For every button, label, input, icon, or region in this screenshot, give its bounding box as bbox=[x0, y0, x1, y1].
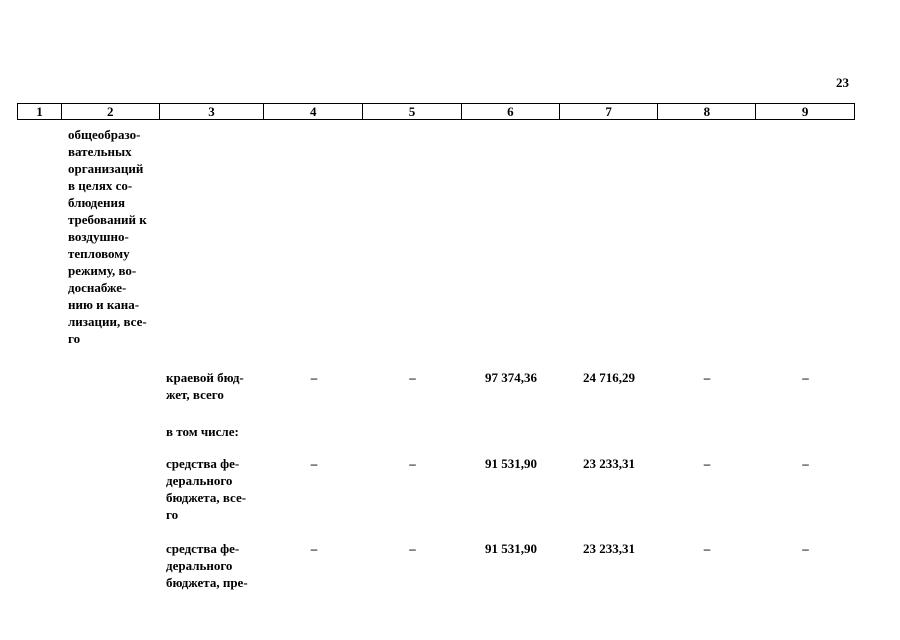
row-label-line: дерального bbox=[166, 558, 233, 573]
row-label-line: краевой бюд- bbox=[166, 370, 244, 385]
header-col-6: 6 bbox=[462, 104, 560, 119]
cell-r4-c5: – bbox=[409, 541, 416, 556]
cell-r4-c9: – bbox=[802, 541, 809, 556]
org-description-line: лизации, все- bbox=[68, 314, 147, 329]
row-label-including bbox=[166, 423, 262, 440]
org-description-line: организаций bbox=[68, 161, 144, 176]
row-label-line: средства фе- bbox=[166, 541, 240, 556]
cell-r4-c6: 91 531,90 bbox=[485, 541, 537, 556]
org-description-line: общеобразо- bbox=[68, 127, 141, 142]
cell-r1-c4: – bbox=[310, 370, 318, 385]
cell-r1-c7: 24 716,29 bbox=[583, 370, 635, 385]
cell-r1-c6: 97 374,36 bbox=[485, 370, 537, 385]
header-col-9: 9 bbox=[801, 104, 809, 119]
cell-r3-c6: 91 531,90 bbox=[485, 456, 537, 471]
org-description bbox=[68, 126, 158, 347]
org-description-line: го bbox=[68, 331, 81, 346]
cell-r4-c4: – bbox=[310, 541, 318, 556]
row-label-federal-funds-provided bbox=[166, 540, 262, 591]
header-col-3: 3 bbox=[160, 104, 265, 119]
header-col-1: 1 bbox=[18, 104, 62, 119]
org-description-line: блюдения bbox=[68, 195, 126, 210]
header-col-8: 8 bbox=[658, 104, 756, 119]
row-label-line: бюджета, пре- bbox=[166, 575, 248, 590]
header-col-7: 7 bbox=[560, 104, 659, 119]
row-label-line: бюджета, все- bbox=[166, 490, 247, 505]
cell-r3-c7: 23 233,31 bbox=[583, 456, 635, 471]
table-header-row bbox=[17, 103, 855, 120]
header-col-4: 4 bbox=[264, 104, 363, 119]
header-col-5: 5 bbox=[363, 104, 462, 119]
row-label-regional-budget bbox=[166, 369, 262, 403]
org-description-line: нию и кана- bbox=[68, 297, 140, 312]
row-label-line: го bbox=[166, 507, 179, 522]
cell-r3-c9: – bbox=[802, 456, 809, 471]
cell-r3-c8: – bbox=[703, 456, 711, 471]
cell-r1-c8: – bbox=[703, 370, 711, 385]
row-label-line: средства фе- bbox=[166, 456, 240, 471]
row-label-line: дерального bbox=[166, 473, 233, 488]
org-description-line: требований к bbox=[68, 212, 147, 227]
cell-r1-c5: – bbox=[409, 370, 416, 385]
org-description-line: в целях со- bbox=[68, 178, 133, 193]
org-description-line: тепловому bbox=[68, 246, 130, 261]
org-description-line: доснабже- bbox=[68, 280, 127, 295]
row-label-federal-funds-total bbox=[166, 455, 262, 523]
page-number: 23 bbox=[836, 75, 849, 90]
row-label-line: в том числе: bbox=[166, 424, 239, 439]
row-label-line: жет, всего bbox=[166, 387, 224, 402]
org-description-line: воздушно- bbox=[68, 229, 129, 244]
org-description-line: режиму, во- bbox=[68, 263, 137, 278]
cell-r3-c4: – bbox=[310, 456, 318, 471]
cell-r1-c9: – bbox=[802, 370, 809, 385]
header-col-2: 2 bbox=[62, 104, 160, 119]
cell-r4-c7: 23 233,31 bbox=[583, 541, 635, 556]
cell-r3-c5: – bbox=[409, 456, 416, 471]
org-description-line: вательных bbox=[68, 144, 132, 159]
cell-r4-c8: – bbox=[703, 541, 711, 556]
